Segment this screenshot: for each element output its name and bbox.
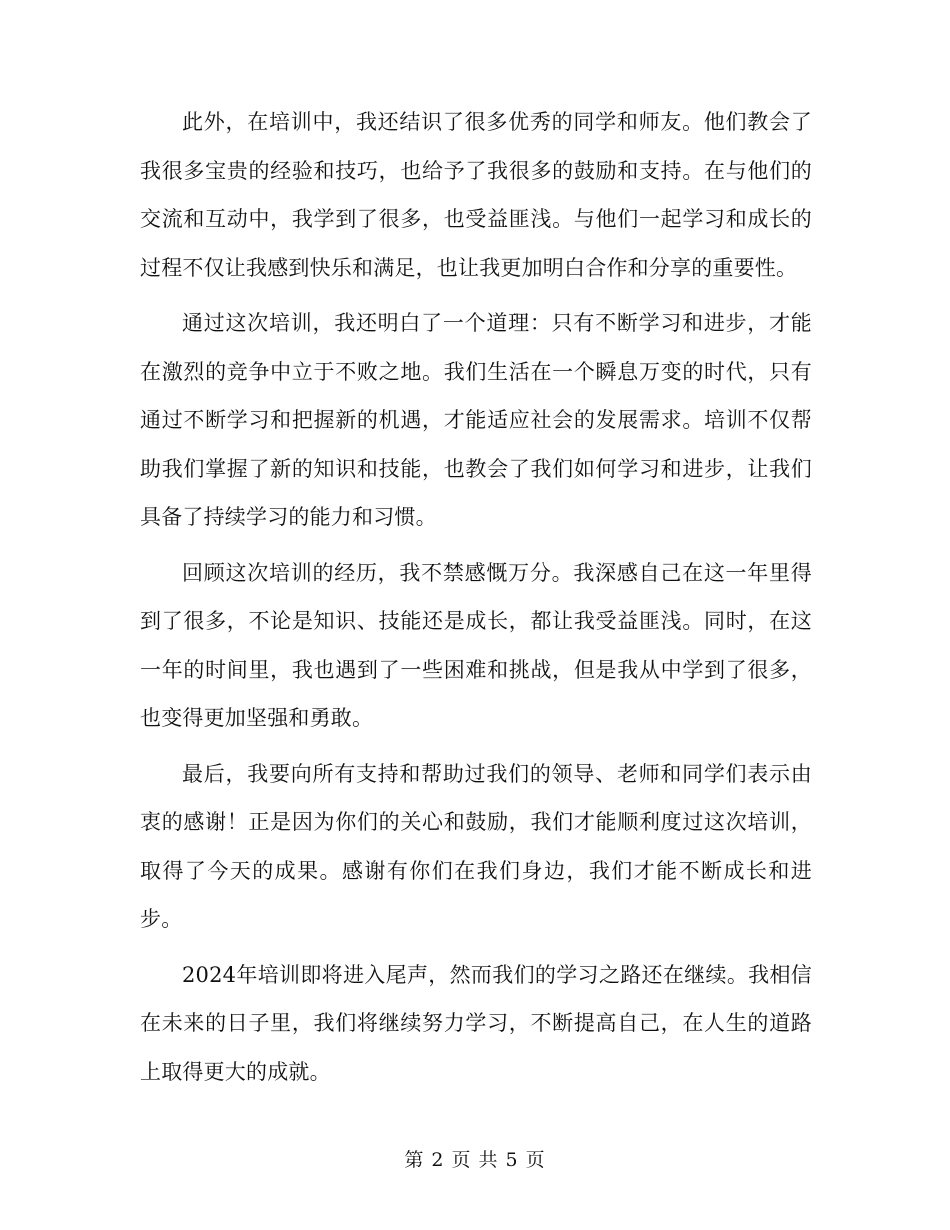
page-number: 第 2 页 共 5 页 <box>404 1149 546 1171</box>
paragraph-thanks: 最后，我要向所有支持和帮助过我们的领导、老师和同学们表示由衷的感谢！正是因为你们的关心和鼓励，我们才能顺利度过这次培训，取得了今天的成果。感谢有你们在我们身边，我们才能不断成长和进步。 <box>140 761 812 931</box>
paragraph-future: 2024年培训即将进入尾声，然而我们的学习之路还在继续。我相信在未来的日子里，我们将继续努力学习，不断提高自己，在人生的道路上取得更大的成就。 <box>140 962 812 1084</box>
paragraph-review: 回顾这次培训的经历，我不禁感慨万分。我深感自己在这一年里得到了很多，不论是知识、技能还是成长，都让我受益匪浅。同时，在这一年的时间里，我也遇到了一些困难和挑战，但是我从中学到了很多，也变得更加坚强和勇敢。 <box>140 560 812 730</box>
body-text <box>140 98 812 1103</box>
paragraph-learning: 通过这次培训，我还明白了一个道理：只有不断学习和进步，才能在激烈的竞争中立于不败之地。我们生活在一个瞬息万变的时代，只有通过不断学习和把握新的机遇，才能适应社会的发展需求。培训不仅帮助我们掌握了新的知识和技能，也教会了我们如何学习和进步，让我们具备了持续学习的能力和习惯。 <box>140 311 812 529</box>
paragraph-classmates: 此外，在培训中，我还结识了很多优秀的同学和师友。他们教会了我很多宝贵的经验和技巧，也给予了我很多的鼓励和支持。在与他们的交流和互动中，我学到了很多，也受益匪浅。与他们一起学习和成长的过程不仅让我感到快乐和满足，也让我更加明白合作和分享的重要性。 <box>140 110 812 280</box>
